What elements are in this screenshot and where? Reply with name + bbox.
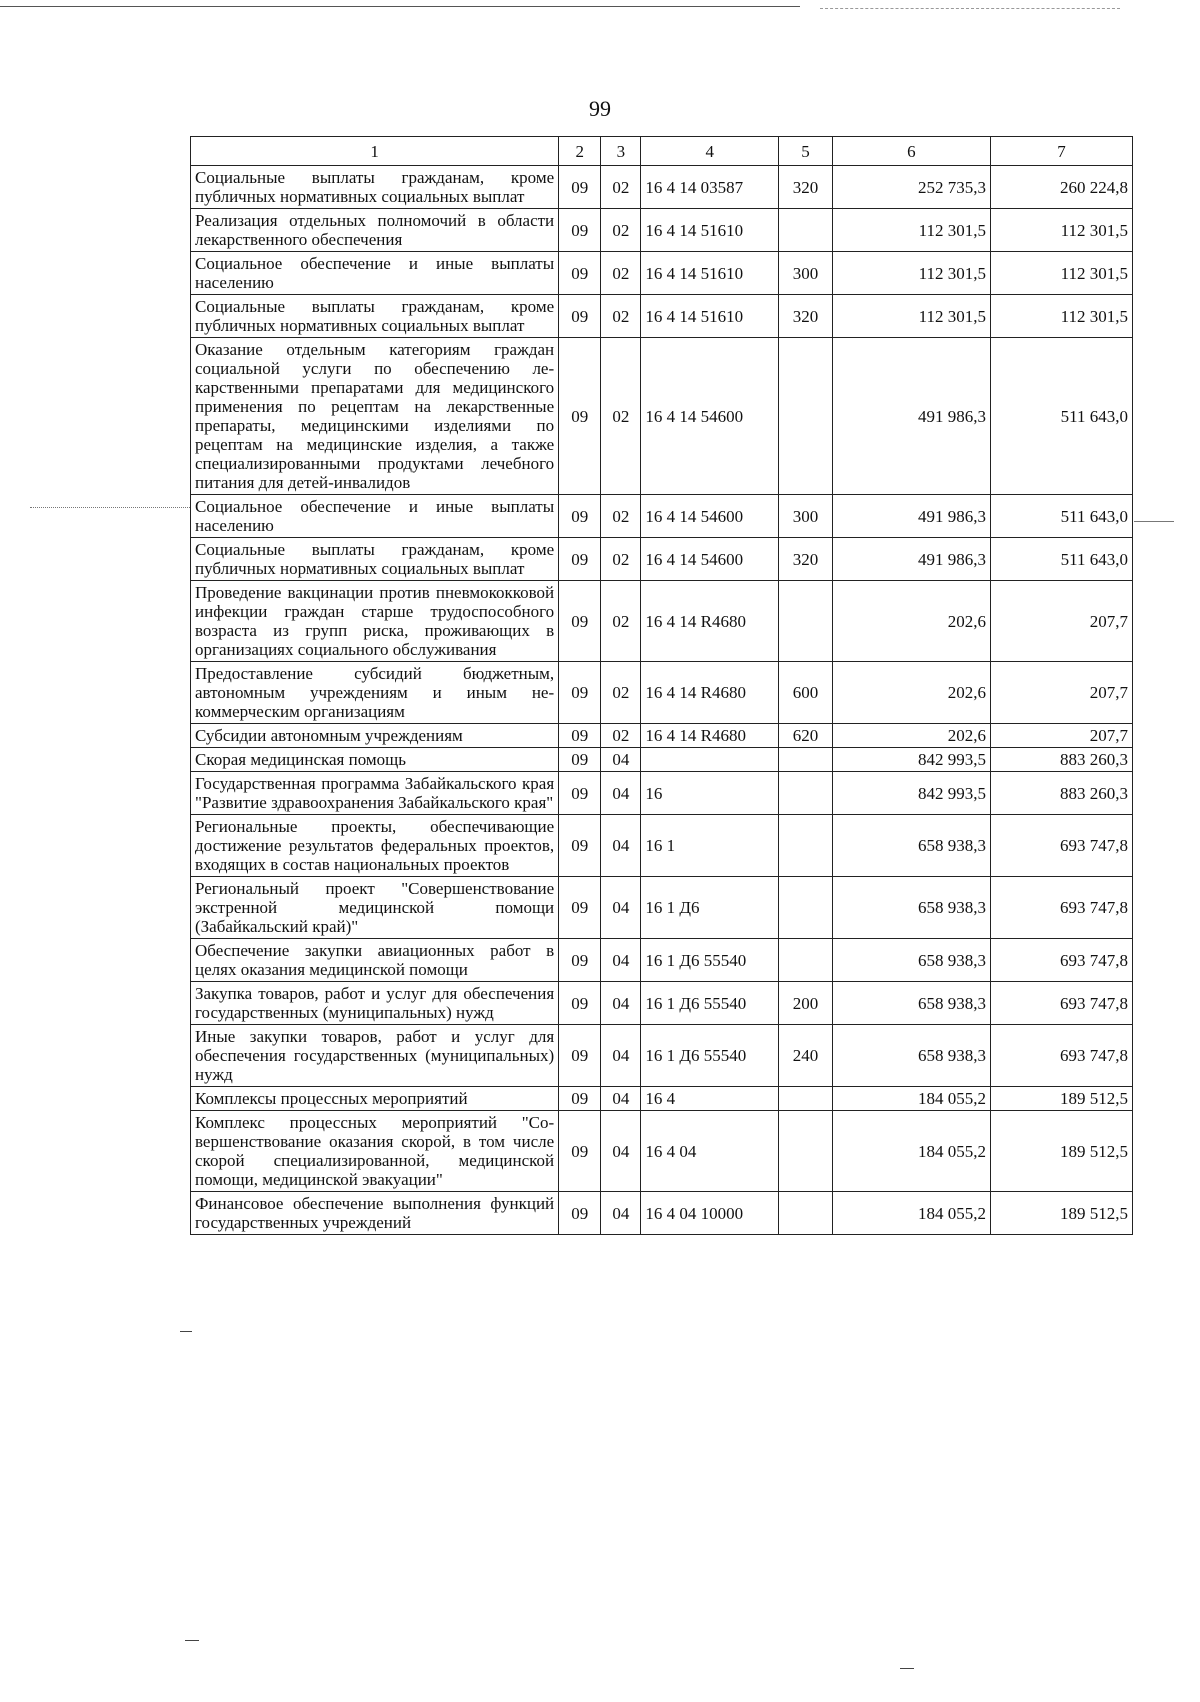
row-amount-1: 491 986,3 (832, 538, 990, 581)
scan-artifact-footer-mark (900, 1668, 914, 1669)
row-amount-2: 189 512,5 (991, 1087, 1133, 1111)
row-expense-type: 320 (779, 295, 832, 338)
scan-top-edge-line (0, 6, 800, 7)
row-subsection: 04 (601, 939, 641, 982)
row-section: 09 (559, 209, 601, 252)
row-expense-type (779, 209, 832, 252)
row-expense-type: 600 (779, 662, 832, 724)
row-section: 09 (559, 1192, 601, 1235)
scan-top-edge-dash (820, 8, 1120, 9)
row-amount-1: 112 301,5 (832, 209, 990, 252)
scan-artifact-line (30, 507, 190, 508)
row-expense-type: 320 (779, 166, 832, 209)
row-name: Иные закупки товаров, работ и услуг для обеспечения государственных (муниципальных) нужд (191, 1025, 559, 1087)
row-amount-2: 693 747,8 (991, 877, 1133, 939)
row-expense-type (779, 939, 832, 982)
row-expense-type: 320 (779, 538, 832, 581)
row-subsection: 02 (601, 166, 641, 209)
row-name: Субсидии автономным учреждениям (191, 724, 559, 748)
row-name: Реализация отдельных полномочий в области лекарственного обеспечения (191, 209, 559, 252)
column-header: 4 (641, 137, 779, 166)
row-amount-1: 184 055,2 (832, 1192, 990, 1235)
row-amount-2: 693 747,8 (991, 982, 1133, 1025)
row-amount-2: 189 512,5 (991, 1111, 1133, 1192)
row-subsection: 04 (601, 982, 641, 1025)
row-section: 09 (559, 538, 601, 581)
table-row (191, 1025, 1133, 1087)
row-amount-2: 189 512,5 (991, 1192, 1133, 1235)
row-subsection: 02 (601, 338, 641, 495)
row-target-code: 16 4 14 51610 (641, 295, 779, 338)
row-amount-2: 207,7 (991, 662, 1133, 724)
row-subsection: 02 (601, 581, 641, 662)
row-amount-1: 252 735,3 (832, 166, 990, 209)
row-subsection: 04 (601, 1025, 641, 1087)
table-row (191, 252, 1133, 295)
row-amount-1: 112 301,5 (832, 295, 990, 338)
row-target-code: 16 1 Д6 55540 (641, 1025, 779, 1087)
row-target-code: 16 (641, 772, 779, 815)
row-target-code: 16 4 14 R4680 (641, 662, 779, 724)
row-expense-type: 620 (779, 724, 832, 748)
row-section: 09 (559, 252, 601, 295)
row-name: Комплексы процессных мероприятий (191, 1087, 559, 1111)
row-expense-type: 300 (779, 495, 832, 538)
row-amount-2: 207,7 (991, 724, 1133, 748)
column-header: 2 (559, 137, 601, 166)
table-row (191, 748, 1133, 772)
row-amount-1: 491 986,3 (832, 338, 990, 495)
row-amount-2: 693 747,8 (991, 939, 1133, 982)
row-target-code: 16 4 04 10000 (641, 1192, 779, 1235)
row-expense-type: 300 (779, 252, 832, 295)
column-header: 3 (601, 137, 641, 166)
table-row (191, 209, 1133, 252)
row-name: Оказание отдельным категориям граждан социальной услуги по обеспечению лекарственными препаратами для медицинского применения по рецептам на лекарственные препараты, медицинскими изделиями по рецептам на медицинские изделия, а также специализированными продуктами лечебного питания для детей-инвалидов (191, 338, 559, 495)
row-subsection: 04 (601, 1111, 641, 1192)
table-row (191, 538, 1133, 581)
row-amount-1: 202,6 (832, 581, 990, 662)
row-section: 09 (559, 815, 601, 877)
row-expense-type (779, 338, 832, 495)
table-row (191, 338, 1133, 495)
row-target-code: 16 4 04 (641, 1111, 779, 1192)
row-section: 09 (559, 748, 601, 772)
row-amount-1: 658 938,3 (832, 1025, 990, 1087)
row-expense-type (779, 877, 832, 939)
row-section: 09 (559, 772, 601, 815)
row-target-code: 16 4 14 54600 (641, 495, 779, 538)
row-subsection: 02 (601, 724, 641, 748)
table-row (191, 982, 1133, 1025)
column-header: 7 (991, 137, 1133, 166)
row-subsection: 04 (601, 748, 641, 772)
table-row (191, 495, 1133, 538)
budget-table (190, 136, 1133, 1235)
row-amount-1: 184 055,2 (832, 1087, 990, 1111)
row-amount-2: 883 260,3 (991, 772, 1133, 815)
row-target-code: 16 1 (641, 815, 779, 877)
row-name: Социальное обеспечение и иные выплаты населению (191, 495, 559, 538)
row-amount-2: 693 747,8 (991, 815, 1133, 877)
row-subsection: 02 (601, 662, 641, 724)
row-amount-1: 658 938,3 (832, 815, 990, 877)
table-row (191, 1087, 1133, 1111)
row-expense-type (779, 748, 832, 772)
row-amount-1: 202,6 (832, 662, 990, 724)
row-expense-type (779, 815, 832, 877)
row-name: Финансовое обеспечение выполнения функций государственных учреждений (191, 1192, 559, 1235)
row-target-code: 16 4 (641, 1087, 779, 1111)
table-row (191, 166, 1133, 209)
scan-artifact-footer-mark (185, 1640, 199, 1641)
row-target-code: 16 4 14 R4680 (641, 581, 779, 662)
row-section: 09 (559, 662, 601, 724)
row-amount-2: 693 747,8 (991, 1025, 1133, 1087)
row-target-code: 16 4 14 51610 (641, 209, 779, 252)
row-amount-1: 658 938,3 (832, 939, 990, 982)
row-amount-1: 658 938,3 (832, 982, 990, 1025)
table-row (191, 295, 1133, 338)
row-amount-2: 112 301,5 (991, 209, 1133, 252)
table-row (191, 815, 1133, 877)
row-amount-1: 491 986,3 (832, 495, 990, 538)
table-row (191, 877, 1133, 939)
row-name: Государственная программа Забайкальского края "Развитие здравоохранения Забайкальского края" (191, 772, 559, 815)
row-section: 09 (559, 877, 601, 939)
row-section: 09 (559, 295, 601, 338)
row-amount-1: 658 938,3 (832, 877, 990, 939)
row-amount-1: 842 993,5 (832, 772, 990, 815)
row-name: Обеспечение закупки авиационных работ в целях оказания медицинской помощи (191, 939, 559, 982)
row-target-code: 16 4 14 54600 (641, 538, 779, 581)
row-target-code: 16 1 Д6 55540 (641, 939, 779, 982)
row-expense-type (779, 772, 832, 815)
row-subsection: 04 (601, 1087, 641, 1111)
column-header: 1 (191, 137, 559, 166)
table-row (191, 772, 1133, 815)
row-amount-1: 202,6 (832, 724, 990, 748)
row-section: 09 (559, 495, 601, 538)
column-header: 5 (779, 137, 832, 166)
row-name: Проведение вакцинации против пневмококковой инфекции граждан старше трудоспособного возраста из групп риска, проживающих в организациях социального обслуживания (191, 581, 559, 662)
table-row (191, 581, 1133, 662)
row-target-code (641, 748, 779, 772)
row-expense-type (779, 581, 832, 662)
table-header-row (191, 137, 1133, 166)
row-name: Социальные выплаты гражданам, кроме публичных нормативных социальных выплат (191, 166, 559, 209)
row-name: Скорая медицинская помощь (191, 748, 559, 772)
row-section: 09 (559, 1087, 601, 1111)
row-amount-2: 883 260,3 (991, 748, 1133, 772)
row-name: Закупка товаров, работ и услуг для обеспечения государственных (муниципальных) нужд (191, 982, 559, 1025)
row-expense-type (779, 1111, 832, 1192)
table-row (191, 1111, 1133, 1192)
row-section: 09 (559, 939, 601, 982)
row-section: 09 (559, 581, 601, 662)
row-target-code: 16 4 14 51610 (641, 252, 779, 295)
row-amount-2: 112 301,5 (991, 252, 1133, 295)
row-amount-2: 112 301,5 (991, 295, 1133, 338)
row-amount-1: 842 993,5 (832, 748, 990, 772)
row-subsection: 02 (601, 252, 641, 295)
row-expense-type (779, 1087, 832, 1111)
table-row (191, 662, 1133, 724)
row-target-code: 16 1 Д6 (641, 877, 779, 939)
row-amount-1: 112 301,5 (832, 252, 990, 295)
row-expense-type: 240 (779, 1025, 832, 1087)
table-row (191, 724, 1133, 748)
row-subsection: 02 (601, 295, 641, 338)
row-section: 09 (559, 724, 601, 748)
scan-artifact-line-right (1134, 521, 1174, 522)
row-name: Региональные проекты, обеспечивающие достижение результатов федеральных проектов, входящих в состав национальных проектов (191, 815, 559, 877)
row-section: 09 (559, 338, 601, 495)
row-section: 09 (559, 982, 601, 1025)
row-subsection: 02 (601, 209, 641, 252)
row-subsection: 04 (601, 815, 641, 877)
row-subsection: 02 (601, 538, 641, 581)
row-amount-1: 184 055,2 (832, 1111, 990, 1192)
row-name: Комплекс процессных мероприятий "Совершенствование оказания скорой, в том числе скорой специализированной, медицинской помощи, медицинской эвакуации" (191, 1111, 559, 1192)
row-name: Предоставление субсидий бюджетным, автономным учреждениям и иным некоммерческим организациям (191, 662, 559, 724)
row-amount-2: 207,7 (991, 581, 1133, 662)
row-amount-2: 511 643,0 (991, 538, 1133, 581)
row-section: 09 (559, 1111, 601, 1192)
row-subsection: 04 (601, 877, 641, 939)
row-name: Социальные выплаты гражданам, кроме публичных нормативных социальных выплат (191, 538, 559, 581)
row-amount-2: 511 643,0 (991, 338, 1133, 495)
table-row (191, 939, 1133, 982)
row-name: Региональный проект "Совершенствование экстренной медицинской помощи (Забайкальский край)" (191, 877, 559, 939)
row-target-code: 16 1 Д6 55540 (641, 982, 779, 1025)
row-name: Социальные выплаты гражданам, кроме публичных нормативных социальных выплат (191, 295, 559, 338)
page-number: 99 (589, 96, 611, 121)
row-amount-2: 511 643,0 (991, 495, 1133, 538)
row-target-code: 16 4 14 R4680 (641, 724, 779, 748)
row-target-code: 16 4 14 54600 (641, 338, 779, 495)
row-subsection: 02 (601, 495, 641, 538)
row-target-code: 16 4 14 03587 (641, 166, 779, 209)
row-expense-type: 200 (779, 982, 832, 1025)
column-header: 6 (832, 137, 990, 166)
row-subsection: 04 (601, 772, 641, 815)
row-section: 09 (559, 1025, 601, 1087)
scan-artifact-mark (180, 1331, 192, 1332)
row-amount-2: 260 224,8 (991, 166, 1133, 209)
row-subsection: 04 (601, 1192, 641, 1235)
row-name: Социальное обеспечение и иные выплаты населению (191, 252, 559, 295)
row-expense-type (779, 1192, 832, 1235)
row-section: 09 (559, 166, 601, 209)
table-row (191, 1192, 1133, 1235)
